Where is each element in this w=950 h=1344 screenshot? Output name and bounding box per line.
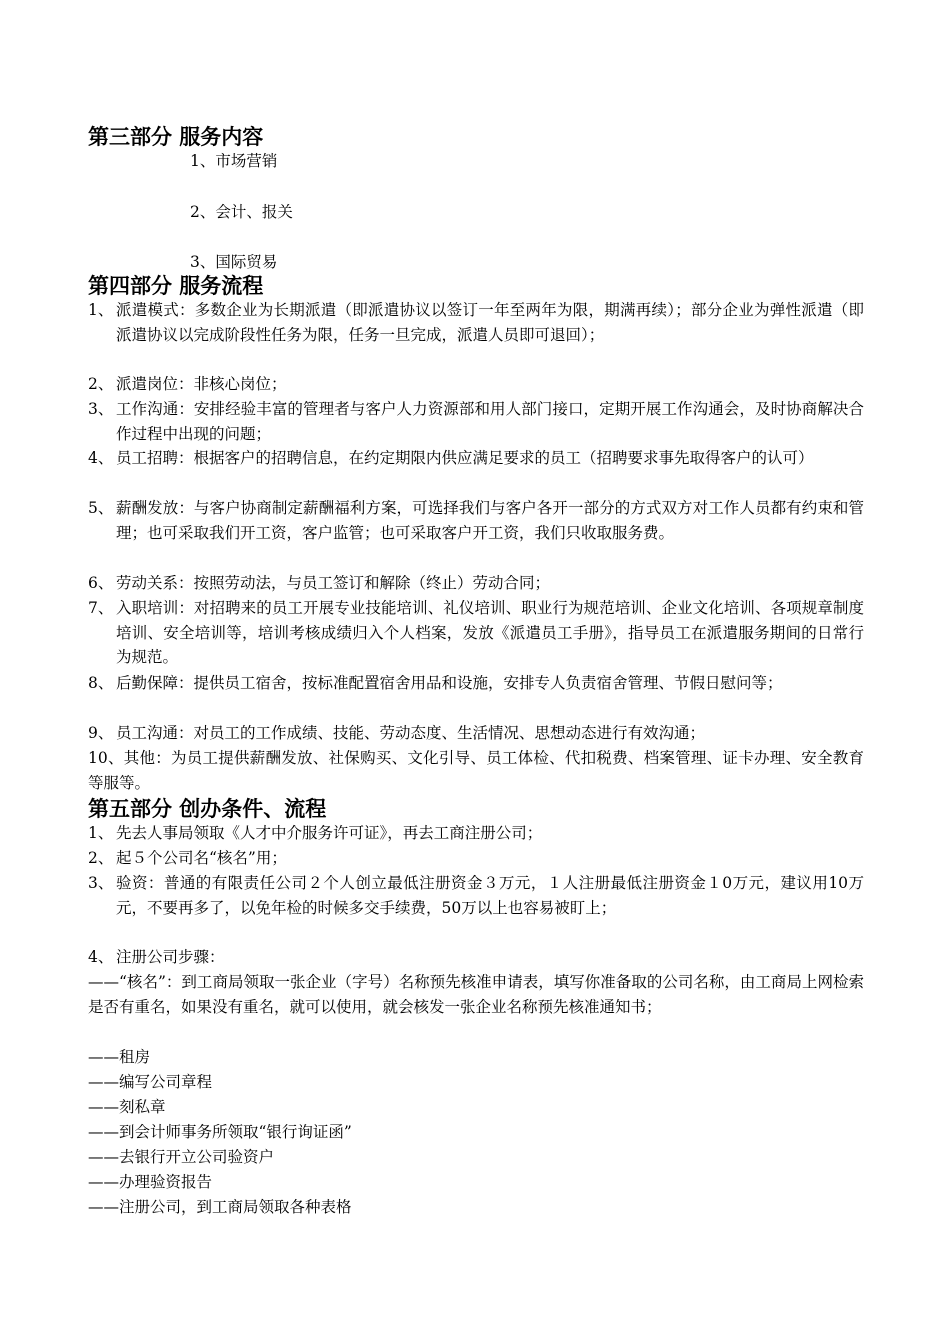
item-text: 入职培训：对招聘来的员工开展专业技能培训、礼仪培训、职业行为规范培训、企业文化培训、各项规章制度培训、安全培训等，培训考核成绩归入个人档案，发放《派遣员工手册》，指导员工在派遣服务期间的日常行为规范。	[116, 599, 864, 666]
item-text: 工作沟通：安排经验丰富的管理者与客户人力资源部和用人部门接口，定期开展工作沟通会，及时协商解决合作过程中出现的问题；	[116, 400, 864, 443]
item-number: 2、	[88, 375, 114, 393]
item-text: 劳动关系：按照劳动法，与员工签订和解除（终止）劳动合同；	[116, 574, 551, 592]
item-text: 注册公司步骤：	[116, 948, 225, 966]
register-step-forms: ——注册公司，到工商局领取各种表格	[88, 1198, 352, 1216]
item-number: 6、	[88, 574, 114, 592]
item-text: 后勤保障：提供员工宿舍，按标准配置宿舍用品和设施，安排专人负责宿舍管理、节假日慰问等；	[116, 674, 783, 692]
item-text: 先去人事局领取《人才中介服务许可证》，再去工商注册公司；	[116, 824, 543, 842]
item-text: 薪酬发放：与客户协商制定薪酬福利方案，可选择我们与客户各开一部分的方式双方对工作人员都有约束和管理；也可采取我们开工资，客户监管；也可采取客户开工资，我们只收取服务费。	[116, 499, 864, 542]
item-number: 7、	[88, 599, 114, 617]
section-heading-part3: 第三部分 服务内容	[88, 125, 264, 149]
register-step-rent: ——租房	[88, 1048, 151, 1066]
service-item-1: 1、市场营销	[190, 152, 278, 170]
item-number: 4、	[88, 948, 114, 966]
section-heading-part5: 第五部分 创办条件、流程	[88, 797, 327, 821]
process-item-3	[88, 397, 864, 446]
process-item-4	[88, 446, 864, 471]
item-number: 10、	[88, 749, 124, 767]
item-number: 3、	[88, 400, 114, 418]
item-text: 员工招聘：根据客户的招聘信息，在约定期限内供应满足要求的员工（招聘要求事先取得客户的认可）	[116, 449, 814, 467]
item-text: 其他：为员工提供薪酬发放、社保购买、文化引导、员工体检、代扣税费、档案管理、证卡办理、安全教育等服等。	[88, 749, 864, 792]
item-number: 1、	[88, 824, 114, 842]
setup-item-4	[88, 945, 864, 970]
item-number: 4、	[88, 449, 114, 467]
item-text: 员工沟通：对员工的工作成绩、技能、劳动态度、生活情况、思想动态进行有效沟通；	[116, 724, 706, 742]
process-item-5	[88, 496, 864, 545]
setup-item-2	[88, 846, 864, 871]
register-step-bank-letter: ——到会计师事务所领取“银行询证函”	[88, 1123, 352, 1141]
process-item-1	[88, 298, 864, 347]
setup-item-1	[88, 821, 864, 846]
item-number: 5、	[88, 499, 114, 517]
register-step-name-check: ——“核名”：到工商局领取一张企业（字号）名称预先核准申请表，填写你准备取的公司名称，由工商局上网检索是否有重名，如果没有重名，就可以使用，就会核发一张企业名称预先核准通知书；	[88, 973, 864, 1016]
register-step-capital-report: ——办理验资报告	[88, 1173, 213, 1191]
setup-item-3	[88, 871, 864, 920]
item-text: 派遣岗位：非核心岗位；	[116, 375, 287, 393]
item-text: 派遣模式：多数企业为长期派遣（即派遣协议以签订一年至两年为限，期满再续）；部分企业为弹性派遣（即派遣协议以完成阶段性任务为限，任务一旦完成，派遣人员即可退回）；	[116, 301, 864, 344]
item-number: 8、	[88, 674, 114, 692]
service-item-2: 2、会计、报关	[190, 203, 293, 221]
register-step-articles: ——编写公司章程	[88, 1073, 213, 1091]
item-text: 起５个公司名“核名”用；	[116, 849, 287, 867]
item-number: 2、	[88, 849, 114, 867]
register-step-seal: ——刻私章	[88, 1098, 166, 1116]
register-step-bank-account: ——去银行开立公司验资户	[88, 1148, 275, 1166]
item-text: 验资：普通的有限责任公司２个人创立最低注册资金３万元，１人注册最低注册资金１0万元，建议用10万元，不要再多了，以免年检的时候多交手续费，50万以上也容易被盯上；	[116, 874, 864, 917]
item-number: 9、	[88, 724, 114, 742]
service-item-3: 3、国际贸易	[190, 253, 278, 271]
process-item-8	[88, 671, 864, 696]
item-number: 1、	[88, 301, 114, 319]
item-number: 3、	[88, 874, 114, 892]
process-item-10	[88, 746, 864, 795]
process-item-6	[88, 571, 864, 596]
process-item-9	[88, 721, 864, 746]
process-item-7	[88, 596, 864, 670]
process-item-2	[88, 372, 864, 397]
section-heading-part4: 第四部分 服务流程	[88, 274, 264, 298]
